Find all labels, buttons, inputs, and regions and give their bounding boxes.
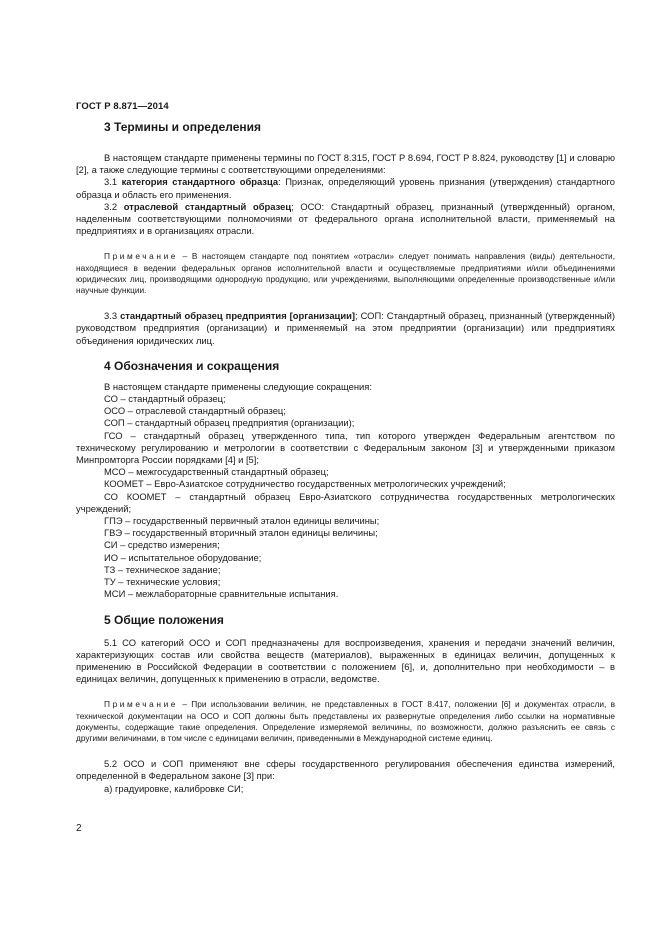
section-5-note — [76, 699, 615, 744]
note-text: – При использовании величин, не представленных в ГОСТ 8.417, положении [6] и документах отрасли, в технической документации на ОСО и СОП должны быть представлены их развернутые определения либо ссылки на нормативные документы, содержащие такие определения. Определение измеряемой величины, по возможности, должно разъяснить ее связь с другими величинами, в том числе с единицами величин, приведенными в Международной системе единиц. — [76, 699, 615, 743]
abbrev-item: СО – стандартный образец; — [104, 393, 226, 405]
abbrev-item: ТЗ – техническое задание; — [104, 563, 221, 575]
note-label: Примечание — [104, 251, 179, 262]
note-text: – В настоящем стандарте под понятием «отрасли» следует понимать направления (виды) деятельности, находящиеся в ведении федеральных органов исполнительной власти и осуществляемые предприятиями и/или объединениями юридических лиц, производящими однородную продукцию, или учреждениями, выполняющими определенные производственные и/или научные функции. — [76, 251, 615, 296]
term-name: стандартный образец предприятия [организации] — [120, 310, 355, 322]
section-3-title: 3 Термины и определения — [104, 120, 262, 134]
standard-header: ГОСТ Р 8.871—2014 — [76, 101, 169, 112]
term-3-3 — [76, 310, 615, 347]
term-definition: : Признак, определяющий уровень признания (утверждения) стандартного образца и область его применения. — [76, 176, 615, 200]
abbrev-item: ГПЭ – государственный первичный эталон единицы величины; — [104, 515, 380, 527]
term-3-2 — [76, 201, 615, 238]
section-3-intro: В настоящем стандарте применены термины по ГОСТ 8.315, ГОСТ Р 8.694, ГОСТ Р 8.824, руководству [1] и словарю [2], а также следующие термины с соответствующими определениями: — [76, 152, 615, 176]
clause-5-1: 5.1 СО категорий ОСО и СОП предназначены для воспроизведения, хранения и передачи значений величин, характеризующих состав или свойства веществ (материалов), выраженных в единицах величин, допущенных к применению в Российской Федерации в соответствии с положением [6], и, дополнительно при необходимости – в единицах величин, допущенных к применению в отрасли, ведомстве. — [76, 636, 615, 685]
section-3-note — [76, 251, 615, 296]
note-label: Примечание — [104, 699, 179, 710]
abbrev-item: ТУ – технические условия; — [104, 576, 221, 588]
term-name: категория стандартного образца — [121, 176, 279, 188]
abbrev-item: СО КООМЕТ – стандартный образец Евро-Азиатского сотрудничества государственных метрологических учреждений; — [76, 490, 615, 514]
term-number: 3.3 — [104, 310, 121, 322]
term-3-1 — [76, 176, 615, 200]
term-number: 3.1 — [104, 176, 122, 188]
abbrev-item: МСО – межгосударственный стандартный образец; — [104, 466, 329, 478]
term-number: 3.2 — [104, 200, 124, 212]
section-5-title: 5 Общие положения — [104, 612, 224, 627]
abbrev-item: ИО – испытательное оборудование; — [104, 551, 262, 563]
clause-5-2: 5.2 ОСО и СОП применяют вне сферы государственного регулирования обеспечения единства измерений, определенной в Федеральном законе [3] при: — [76, 758, 615, 782]
page-number: 2 — [76, 823, 82, 834]
abbrev-item: СОП – стандартный образец предприятия (организации); — [104, 417, 355, 429]
term-name: отраслевой стандартный образец — [123, 200, 292, 212]
abbrev-item: ГВЭ – государственный вторичный эталон единицы величины; — [104, 527, 378, 539]
term-definition: ; ОСО: Стандартный образец, признанный (утвержденный) органом, наделенным соответствующими полномочиями от федерального органа исполнительной власти, применяемый на предприятиях и в организациях отрасли. — [76, 200, 616, 237]
abbrev-item: КООМЕТ – Евро-Азиатское сотрудничество государственных метрологических учреждений; — [104, 478, 506, 490]
clause-5-2-a: а) градуировке, калибровке СИ; — [104, 782, 244, 794]
term-definition: ; СОП: Стандартный образец, признанный (утвержденный) руководством предприятия (организации) и применяемый на этом предприятии (организации) или предприятиях объединения юридических лиц. — [76, 310, 616, 346]
abbrev-item: ОСО – отраслевой стандартный образец; — [104, 405, 286, 417]
abbrev-item: СИ – средство измерения; — [104, 539, 220, 551]
page-content — [76, 118, 615, 795]
abbrev-item: ГСО – стандартный образец утвержденного типа, тип которого утвержден Федеральным агентством по техническому регулированию и метрологии в соответствии с Федеральным законом [3] и утвержденными приказом Минпромторга России порядками [4] и [5]; — [76, 429, 615, 466]
abbrev-item: МСИ – межлабораторные сравнительные испытания. — [104, 588, 339, 600]
section-4-title: 4 Обозначения и сокращения — [104, 358, 280, 373]
section-4-intro: В настоящем стандарте применены следующие сокращения: — [104, 380, 372, 392]
